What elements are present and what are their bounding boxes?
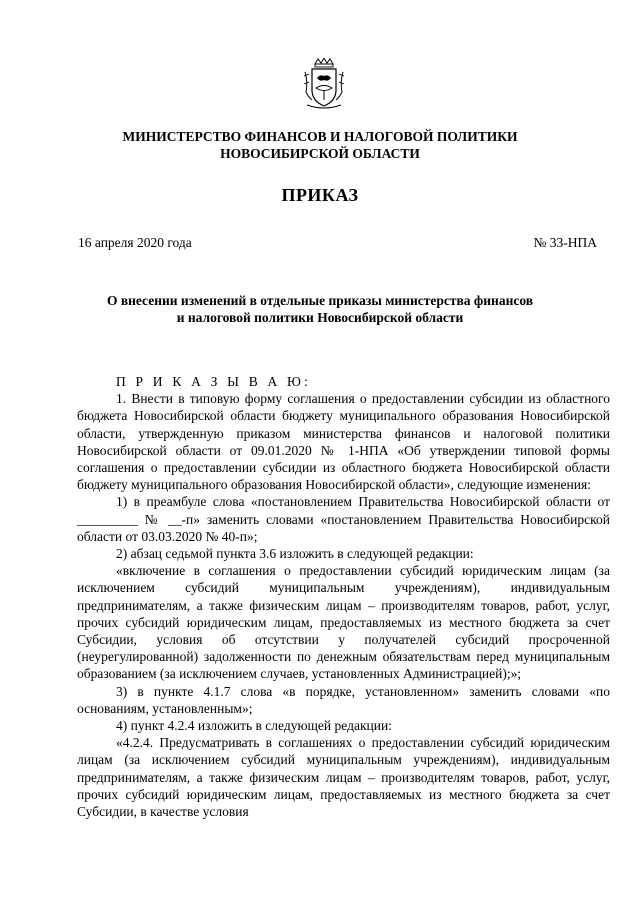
paragraph-subitem-1: 1) в преамбуле слова «постановлением Правительства Новосибирской области от _________ № __-п» заменить словами «постановлением Правительства Новосибирской области от 03.03.2020 № 40-п»; — [77, 494, 610, 544]
coat-of-arms-icon — [303, 58, 345, 110]
paragraph-quote-3-6: «включение в соглашения о предоставлении субсидий юридическим лицам (за исключением субсидий муниципальным учреждениям), индивидуальным предпринимателям, а также физическим лицам – производителям товаров, работ, услуг, прочих субсидий юридическим лицам, предоставляемых из местного бюджета за счет Субсидии, условия об отсутствии у получателей субсидий просроченной (неурегулированной) задолженности по денежным обязательствам перед муниципальным образованием (за исключением случаев, установленных Администрацией);»; — [77, 563, 610, 682]
ministry-name-line1: МИНИСТЕРСТВО ФИНАНСОВ И НАЛОГОВОЙ ПОЛИТИКИ — [122, 129, 518, 144]
paragraph-item-1: 1. Внести в типовую форму соглашения о предоставлении субсидии из областного бюджета Новосибирской области бюджету муниципального образования Новосибирской области, утвержденную приказом министерства финансов и налоговой политики Новосибирской области от 09.01.2020 № 1-НПА «Об утверждении типовой формы соглашения о предоставлении субсидии из областного бюджета Новосибирской области бюджету муниципального образования Новосибирской области», следующие изменения: — [77, 391, 610, 493]
paragraph-subitem-2: 2) абзац седьмой пункта 3.6 изложить в следующей редакции: — [116, 546, 474, 562]
subject-line2: и налоговой политики Новосибирской области — [176, 310, 464, 325]
document-number: № 33-НПА — [533, 235, 597, 250]
paragraph-quote-4-2-4: «4.2.4. Предусматривать в соглашениях о предоставлении субсидий юридическим лицам (за исключением субсидий муниципальным учреждениям), индивидуальным предпринимателям, а также физическим лицам – производителям товаров, работ, услуг, прочих субсидий юридическим лицам, предоставляемых из местного бюджета за счет Субсидии, в качестве условия — [77, 735, 610, 820]
ministry-name-line2: НОВОСИБИРСКОЙ ОБЛАСТИ — [220, 146, 420, 161]
order-word: П Р И К А З Ы В А Ю: — [116, 374, 312, 389]
document-date: 16 апреля 2020 года — [78, 235, 192, 250]
paragraph-subitem-3: 3) в пункте 4.1.7 слова «в порядке, установленном» заменить словами «по основаниям, установленным»; — [77, 683, 610, 716]
document-type-title: ПРИКАЗ — [281, 185, 359, 205]
paragraph-subitem-4: 4) пункт 4.2.4 изложить в следующей редакции: — [116, 718, 392, 734]
subject-line1: О внесении изменений в отдельные приказы министерства финансов — [106, 293, 534, 308]
order-body — [77, 373, 610, 820]
